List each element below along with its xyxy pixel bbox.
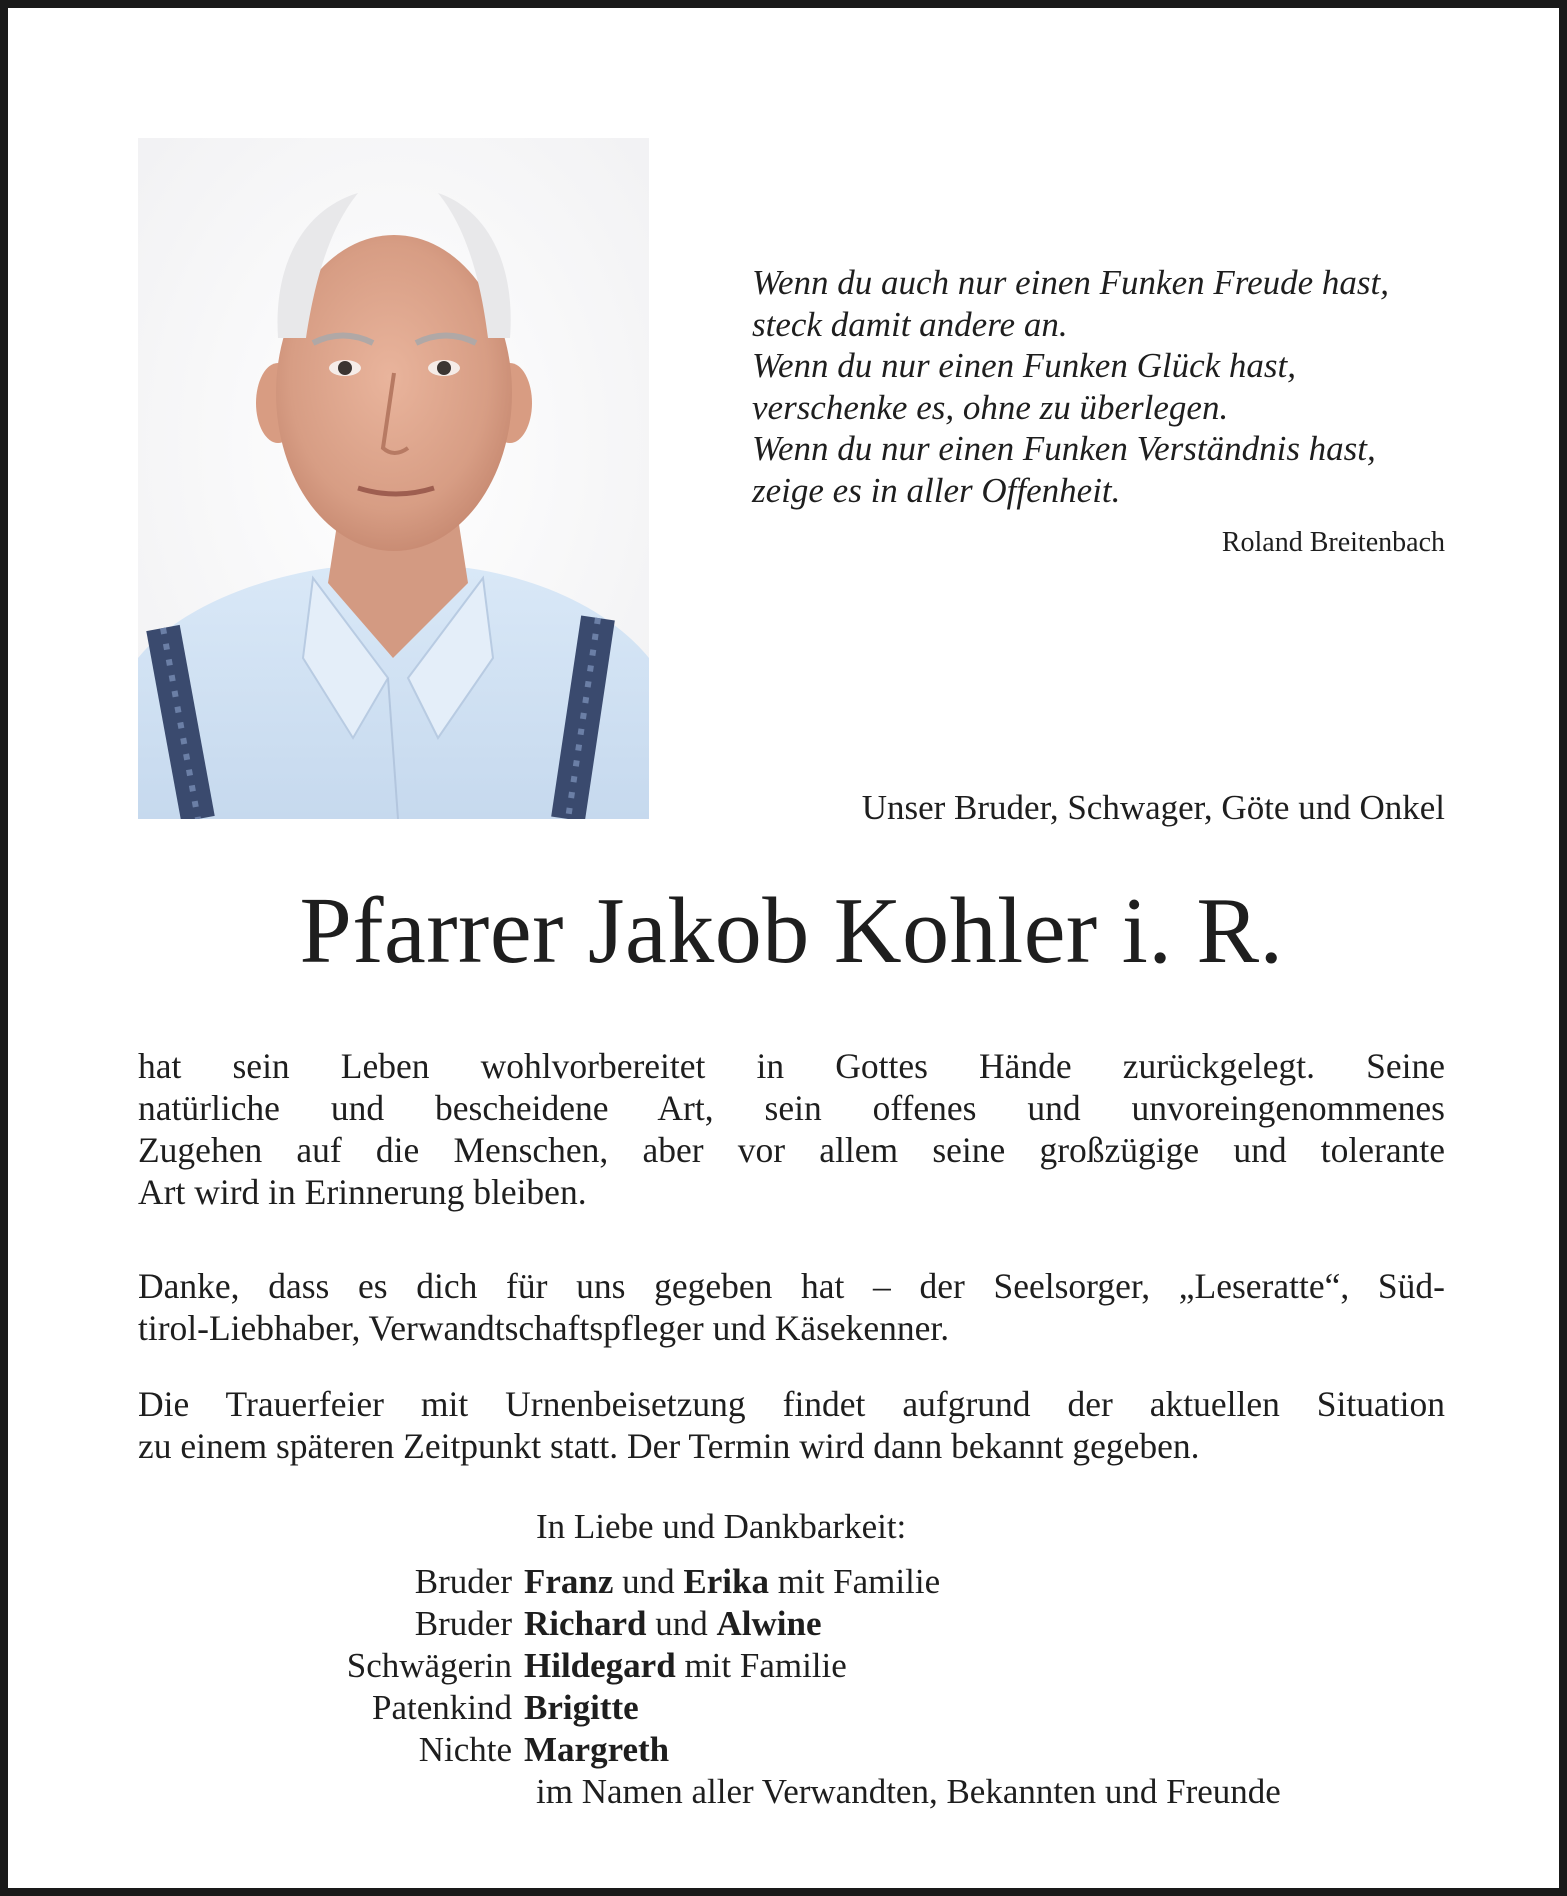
mourner-name: Erika: [683, 1562, 769, 1601]
mourner-name: Richard: [524, 1604, 647, 1643]
poem-line: Wenn du auch nur einen Funken Freude hast,: [752, 263, 1389, 302]
paragraph-line: natürliche und bescheidene Art, sein offenes und unvoreingenommenes: [138, 1088, 1445, 1128]
mourner-row: [138, 1561, 1445, 1603]
paragraph-line: Die Trauerfeier mit Urnenbeisetzung findet aufgrund der aktuellen Situation: [138, 1384, 1445, 1424]
mourner-suffix: mit Familie: [684, 1646, 847, 1685]
mourner-row: [138, 1603, 1445, 1645]
poem: [752, 262, 1472, 511]
mourner-relation: Bruder: [414, 1562, 512, 1601]
paragraph-line: hat sein Leben wohlvorbereitet in Gottes Hände zurückgelegt. Seine: [138, 1046, 1445, 1086]
mourner-relation: Nichte: [418, 1730, 512, 1769]
mourners-list: [138, 1561, 1445, 1771]
paragraph-line: Zugehen auf die Menschen, aber vor allem seine großzügige und tolerante: [138, 1130, 1445, 1170]
paragraph-funeral-info: [138, 1383, 1445, 1467]
mourner-name: Hildegard: [524, 1646, 676, 1685]
paragraph-thanks: [138, 1265, 1445, 1349]
poem-line: Wenn du nur einen Funken Glück hast,: [752, 346, 1297, 385]
mourner-relation: Schwägerin: [346, 1646, 512, 1685]
paragraph-tribute: [138, 1045, 1445, 1213]
poem-author: Roland Breitenbach: [1221, 527, 1445, 558]
mourner-name: Alwine: [716, 1604, 822, 1643]
mourner-name: Brigitte: [524, 1688, 639, 1727]
mourner-relation: Bruder: [414, 1604, 512, 1643]
mourner-name: Margreth: [524, 1730, 670, 1769]
poem-line: Wenn du nur einen Funken Verständnis hast,: [752, 429, 1376, 468]
mourner-row: [138, 1687, 1445, 1729]
paragraph-line: tirol-Liebhaber, Verwandtschaftspfleger und Käsekenner.: [138, 1308, 950, 1348]
signoff: In Liebe und Dankbarkeit:: [536, 1507, 907, 1546]
paragraph-line: Art wird in Erinnerung bleiben.: [138, 1172, 587, 1212]
portrait-photo: [138, 138, 649, 819]
mourner-row: [138, 1729, 1445, 1771]
closing-line: im Namen aller Verwandten, Bekannten und Freunde: [536, 1772, 1281, 1811]
mourner-suffix: mit Familie: [777, 1562, 941, 1601]
mourner-joiner: und: [655, 1604, 708, 1643]
paragraph-line: zu einem späteren Zeitpunkt statt. Der Termin wird dann bekannt gegeben.: [138, 1426, 1200, 1466]
poem-line: zeige es in aller Offenheit.: [752, 470, 1121, 510]
relation-line: Unser Bruder, Schwager, Göte und Onkel: [861, 788, 1445, 827]
deceased-name: Pfarrer Jakob Kohler i. R.: [299, 879, 1284, 983]
mourner-row: [138, 1645, 1445, 1687]
paragraph-line: Danke, dass es dich für uns gegeben hat – der Seelsorger, „Leseratte“, Süd-: [138, 1266, 1445, 1306]
mourner-joiner: und: [622, 1562, 675, 1601]
mourner-name: Franz: [524, 1562, 614, 1601]
poem-line: verschenke es, ohne zu überlegen.: [752, 387, 1229, 427]
mourner-relation: Patenkind: [372, 1688, 512, 1727]
poem-line: steck damit andere an.: [752, 304, 1068, 344]
portrait-illustration: [138, 138, 649, 819]
